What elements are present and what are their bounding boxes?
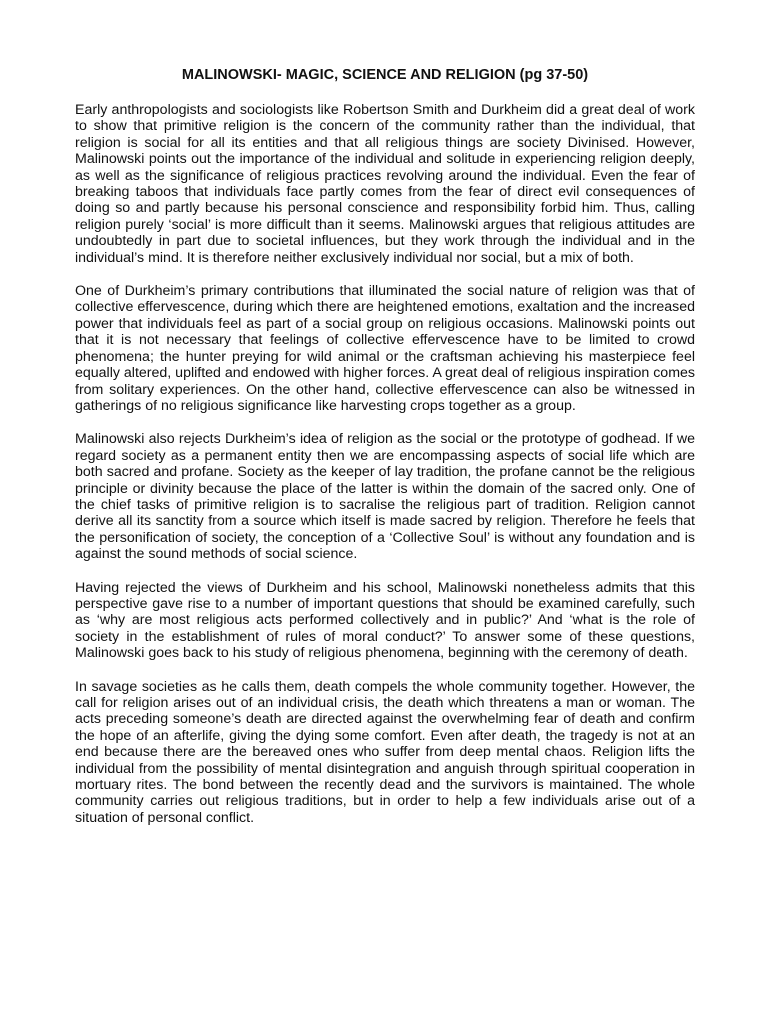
paragraph-collective-effervescence: One of Durkheim’s primary contributions that illuminated the social nature of religion was that of collective effervescence, during which there are heightened emotions, exaltation and the increased power that individuals feel as part of a social group on religious occasions. Malinowski points out that it is not necessary that feelings of collective effervescence have to be limited to crowd phenomena; the hunter preying for wild animal or the craftsman achieving his masterpiece feel equally altered, uplifted and endowed with higher forces. A great deal of religious inspiration comes from solitary experiences. On the other hand, collective effervescence can also be witnessed in gatherings of no religious significance like harvesting crops together as a group.	[75, 283, 695, 414]
paragraph-society-as-godhead: Malinowski also rejects Durkheim’s idea of religion as the social or the prototype of godhead. If we regard society as a permanent entity then we are encompassing aspects of social life which are both sacred and profane. Society as the keeper of lay tradition, the profane cannot be the religious principle or divinity because the place of the latter is within the domain of the sacred only. One of the chief tasks of primitive religion is to sacralise the religious part of tradition. Religion cannot derive all its sanctity from a source which itself is made sacred by religion. Therefore he feels that the personification of society, the conception of a ‘Collective Soul’ is without any foundation and is against the sound methods of social science.	[75, 431, 695, 563]
paragraph-questions-raised: Having rejected the views of Durkheim and his school, Malinowski nonetheless admits that this perspective gave rise to a number of important questions that should be examined carefully, such as ‘why are most religious acts performed collectively and in public?’ And ‘what is the role of society in the establishment of rules of moral conduct?’ To answer some of these questions, Malinowski goes back to his study of religious phenomena, beginning with the ceremony of death.	[75, 579, 695, 662]
paragraph-ceremony-of-death: In savage societies as he calls them, death compels the whole community together. However, the call for religion arises out of an individual crisis, the death which threatens a man or woman. The acts preceding someone’s death are directed against the overwhelming fear of death and confirm the hope of an afterlife, giving the dying some comfort. Even after death, the tragedy is not at an end because there are the bereaved ones who suffer from deep mental chaos. Religion lifts the individual from the possibility of mental disintegration and anguish through spiritual cooperation in mortuary rites. The bond between the recently dead and the survivors is maintained. The whole community carries out religious traditions, but in order to help a few individuals arise out of a situation of personal conflict.	[75, 678, 695, 826]
paragraph-individual-vs-social: Early anthropologists and sociologists like Robertson Smith and Durkheim did a great deal of work to show that primitive religion is the concern of the community rather than the individual, that religion is social for all its entities and that all religious things are society Divinised. However, Malinowski points out the importance of the individual and solitude in experiencing religion deeply, as well as the significance of religious practices revolving around the individual. Even the fear of breaking taboos that individuals face partly comes from the fear of direct evil consequences of doing so and partly because his personal conscience and responsibility forbid him. Thus, calling religion purely ‘social’ is more difficult than it seems. Malinowski argues that religious attitudes are undoubtedly in part due to societal influences, but they work through the individual and in the individual’s mind. It is therefore neither exclusively individual nor social, but a mix of both.	[75, 102, 695, 266]
document-page	[75, 66, 695, 843]
document-title: MALINOWSKI- MAGIC, SCIENCE AND RELIGION (pg 37-50)	[181, 67, 589, 83]
